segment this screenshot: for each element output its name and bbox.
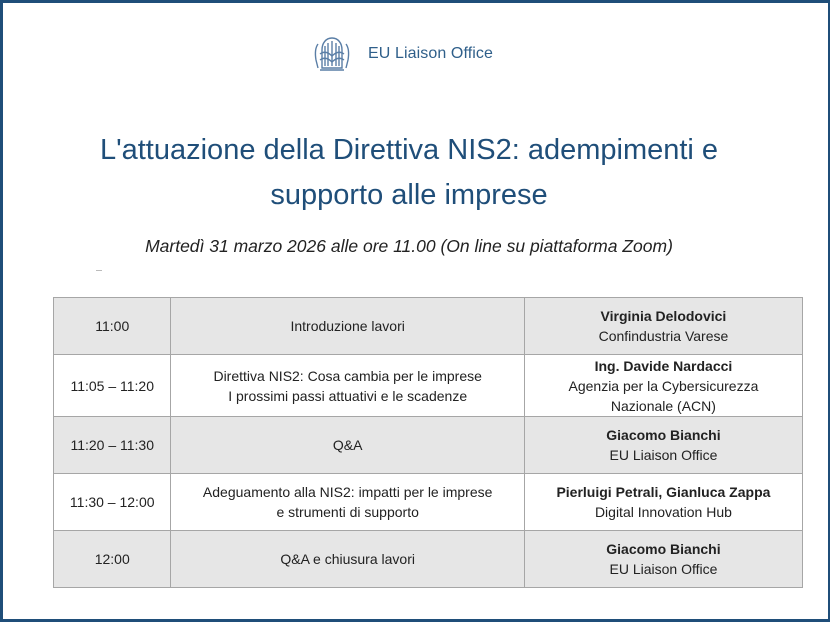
speaker-organization: EU Liaison Office: [609, 447, 718, 463]
agenda-time: 11:30 – 12:00: [54, 474, 171, 531]
agenda-row: [54, 417, 803, 474]
header: [312, 34, 493, 74]
confindustria-logo-icon: [312, 34, 352, 74]
agenda-topic-line: Adeguamento alla NIS2: impatti per le imprese: [202, 484, 493, 500]
agenda-row: [54, 474, 803, 531]
speaker-organization: EU Liaison Office: [609, 561, 718, 577]
org-name: EU Liaison Office: [368, 45, 494, 62]
agenda-topic: [171, 298, 524, 355]
event-date: Martedì 31 marzo 2026 alle ore 11.00 (On line su piattaforma Zoom): [145, 236, 673, 256]
agenda-time: 11:05 – 11:20: [54, 355, 171, 417]
agenda-table: [53, 297, 803, 588]
divider: [96, 270, 102, 271]
agenda-time: 11:20 – 11:30: [54, 417, 171, 474]
speaker-name: Ing. Davide Nardacci: [594, 357, 733, 374]
agenda-row: [54, 298, 803, 355]
agenda-topic: [171, 531, 524, 588]
speaker-organization: Nazionale (ACN): [610, 397, 716, 414]
agenda-topic-line: Q&A: [332, 437, 363, 453]
agenda-topic-line: Q&A e chiusura lavori: [280, 551, 415, 567]
agenda-topic: [171, 474, 524, 531]
agenda-topic-line: e strumenti di supporto: [276, 504, 419, 520]
agenda-speaker: [524, 474, 802, 531]
speaker-name: Virginia Delodovici: [600, 308, 727, 324]
agenda-time: 12:00: [54, 531, 171, 588]
agenda-topic: [171, 355, 524, 417]
page-title: [0, 128, 818, 218]
agenda-row: [54, 355, 803, 417]
agenda-topic-line: I prossimi passi attuativi e le scadenze: [228, 387, 468, 404]
speaker-organization: Digital Innovation Hub: [594, 504, 732, 520]
speaker-organization: Agenzia per la Cybersicurezza: [568, 377, 759, 394]
agenda-time: 11:00: [54, 298, 171, 355]
title-line-2: supporto alle imprese: [270, 179, 548, 211]
agenda-topic: [171, 417, 524, 474]
agenda-speaker: [524, 355, 802, 417]
speaker-organization: Confindustria Varese: [598, 328, 729, 344]
agenda-speaker: [524, 531, 802, 588]
speaker-name: Giacomo Bianchi: [606, 541, 721, 557]
agenda-topic-line: Direttiva NIS2: Cosa cambia per le imprese: [213, 367, 482, 384]
speaker-name: Giacomo Bianchi: [606, 427, 721, 443]
agenda-row: [54, 531, 803, 588]
speaker-name: Pierluigi Petrali, Gianluca Zappa: [556, 484, 771, 500]
agenda-topic-line: Introduzione lavori: [290, 318, 405, 334]
title-line-1: L'attuazione della Direttiva NIS2: adempimenti e: [99, 134, 719, 166]
agenda-speaker: [524, 298, 802, 355]
agenda-speaker: [524, 417, 802, 474]
